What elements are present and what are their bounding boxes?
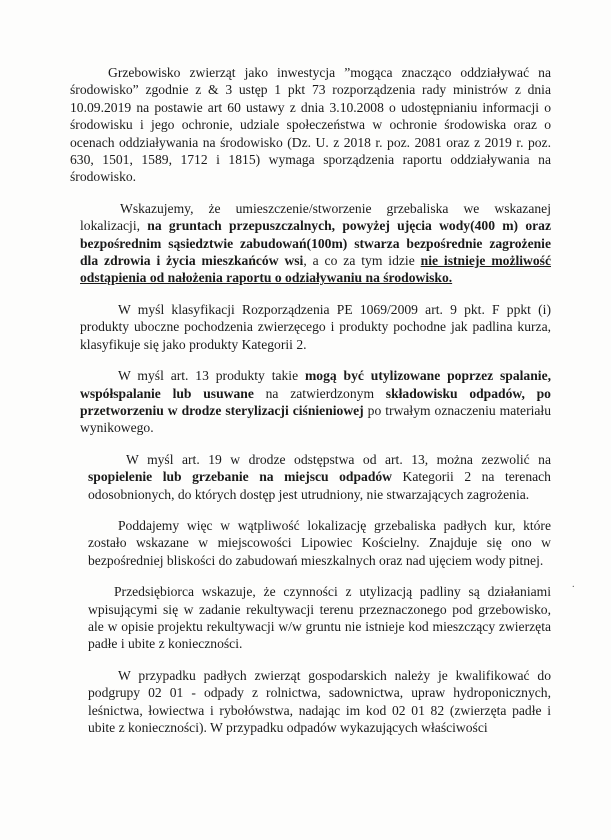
bold-text: na gruntach przepuszczalnych, powyżej ujęcia wody(400 m) oraz bezpośrednim sąsiedztwie zabudowań(100m) stwarza bezpośrednie zagrożenie dla zdrowia i życia mieszkańców wsi [80, 218, 551, 269]
text-run: W myśl art. 19 w drodze odstępstwa od art. 13, można zezwolić na [126, 451, 551, 467]
text-run: Przedsiębiorca wskazuje, że czynności z utylizacją padliny są działaniami wpisującymi się w zadanie rekultywacji terenu przeznaczonego pod grzebowisko, ale w opisie projektu rekultywacji w/w gruntu nie istnieje kod mieszczący zwierzęta padłe i ubite z konieczności. [88, 584, 551, 652]
document-body [70, 64, 551, 736]
paragraph-8 [88, 667, 551, 737]
underlined-bold-text: nie istnieje możliwość odstąpienia od nałożenia raportu o odziaływaniu na środowisko. [80, 253, 551, 286]
text-run: W przypadku padłych zwierząt gospodarskich należy je kwalifikować do podgrupy 02 01 - odpady z rolnictwa, sadownictwa, upraw hydroponicznych, leśnictwa, łowiectwa i rybołówstwa, nadając im kod 02 01 82 (zwierzęta padłe i ubite z konieczności). W przypadku odpadów wykazujących właściwości [88, 667, 551, 735]
stray-mark: · [571, 582, 575, 593]
text-run: Poddajemy więc w wątpliwość lokalizację grzebaliska padłych kur, które zostało wskazane w miejscowości Lipowiec Kościelny. Znajduje się ono w bezpośredniej bliskości do zabudowań mieszkalnych oraz nad ujęciem wody pitnej. [88, 517, 551, 568]
paragraph-6 [88, 517, 551, 569]
text-run: W myśl art. 13 produkty takie [118, 368, 305, 384]
text-run: na zatwierdzonym [253, 385, 386, 401]
bold-text: spopielenie lub grzebanie na miejscu odpadów [88, 469, 392, 485]
text-run: po trwałym oznaczeniu materiału wynikowego. [80, 402, 551, 436]
text-run: Grzebowisko zwierząt jako inwestycja ”mogąca znacząco oddziaływać na środowisko” zgodnie z & 3 ustęp 1 pkt 73 rozporządzenia rady ministrów z dnia 10.09.2019 na postawie art 60 ustawy z dnia 3.10.2008 o udostępnianiu informacji o środowisku i jego ochronie, udziale społeczeństwa w ochronie środowiska oraz o ocenach oddziaływania na środowisko (Dz. U. z 2018 r. poz. 2081 oraz z 2019 r. poz. 630, 1501, 1589, 1712 i 1815) wymaga sporządzenia raportu oddziaływania na środowisko. [70, 65, 551, 185]
text-run: Wskazujemy, że umieszczenie/stworzenie grzebaliska we wskazanej lokalizacji, [80, 200, 551, 234]
paragraph-4 [80, 367, 551, 437]
paragraph-2 [80, 200, 551, 287]
bold-text: mogą być utylizowane poprzez spalanie, współspalanie lub usuwane [80, 368, 551, 401]
paragraph-7 [88, 583, 551, 653]
paragraph-3 [80, 301, 551, 353]
text-run: W myśl klasyfikacji Rozporządzenia PE 1069/2009 art. 9 pkt. F ppkt (i) produkty uboczne pochodzenia zwierzęcego i produkty pochodne jak padlina kurza, klasyfikuje się jako produkty Kategorii 2. [80, 301, 551, 352]
text-run: , a co za tym idzie [303, 253, 421, 269]
paragraph-5 [88, 451, 551, 503]
text-run: Kategorii 2 na terenach odosobnionych, do których dostęp jest utrudniony, nie stwarzających zagrożenia. [88, 469, 551, 502]
paragraph-1 [70, 64, 551, 186]
bold-text: składowisku odpadów, po przetworzeniu w drodze sterylizacji ciśnieniowej [80, 385, 551, 418]
